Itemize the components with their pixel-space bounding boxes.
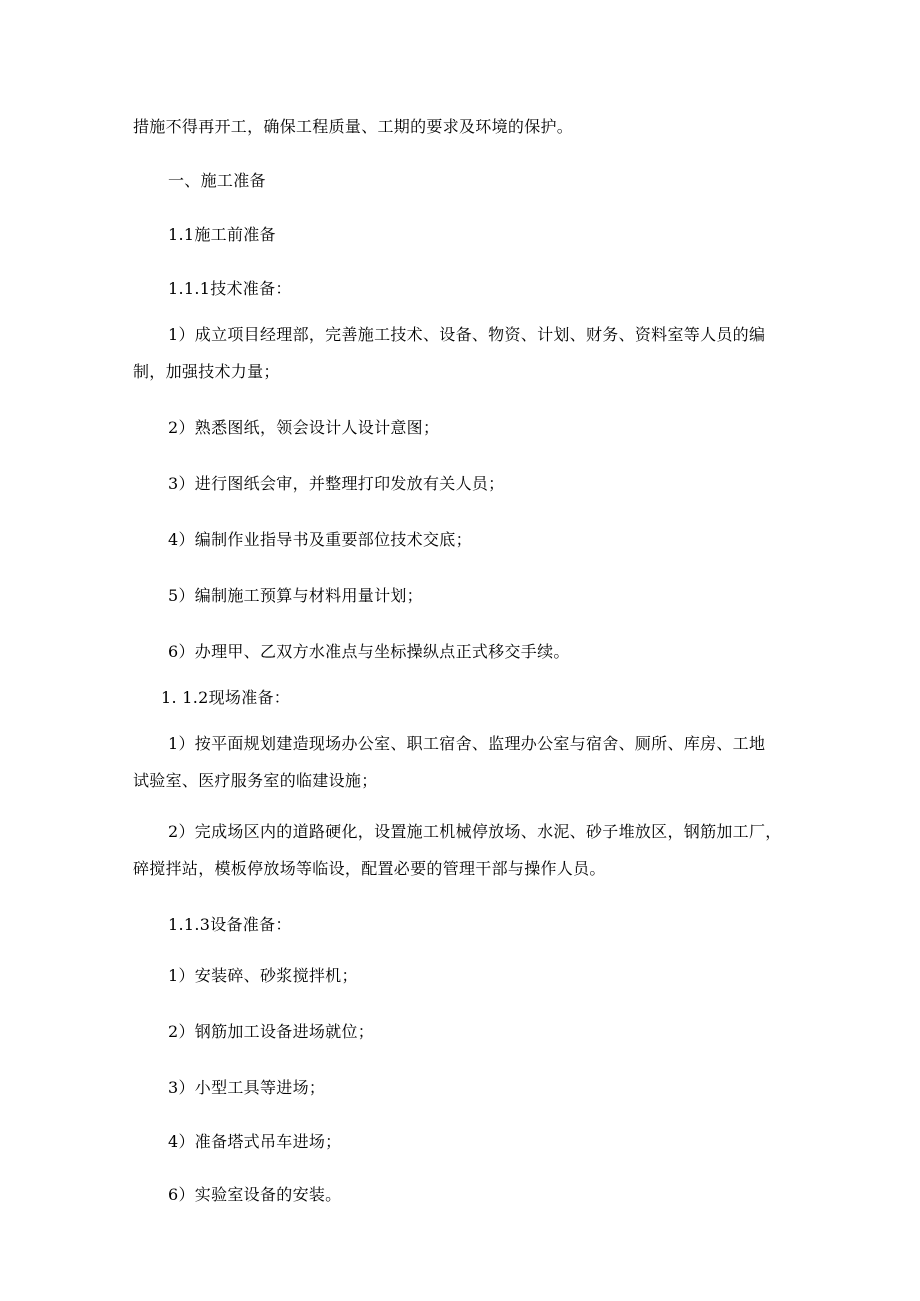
list-item-equipment-3: 3）小型工具等进场； (168, 1078, 326, 1097)
list-item-site-2: 2）完成场区内的道路硬化，设置施工机械停放场、水泥、砂子堆放区，钢筋加工厂， (168, 822, 782, 841)
list-item-site-2-continued: 碎搅拌站，模板停放场等临设，配置必要的管理干部与操作人员。 (133, 859, 606, 878)
list-item-tech-1: 1）成立项目经理部，完善施工技术、设备、物资、计划、财务、资料室等人员的编 (168, 325, 766, 344)
list-item-tech-5: 5）编制施工预算与材料用量计划； (168, 586, 423, 605)
list-item-equipment-2: 2）钢筋加工设备进场就位； (168, 1022, 375, 1041)
list-item-equipment-6: 6）实验室设备的安装。 (168, 1185, 342, 1204)
subsection-heading-1-1-1: 1.1.1技术准备： (168, 279, 292, 298)
list-item-site-1-continued: 试验室、医疗服务室的临建设施； (133, 771, 378, 790)
list-item-tech-6: 6）办理甲、乙双方水准点与坐标操纵点正式移交手续。 (168, 642, 570, 661)
list-item-tech-4: 4）编制作业指导书及重要部位技术交底； (168, 530, 472, 549)
list-item-tech-1-continued: 制，加强技术力量； (133, 362, 280, 381)
list-item-equipment-1: 1）安装碎、砂浆搅拌机； (168, 966, 358, 985)
list-item-site-1: 1）按平面规划建造现场办公室、职工宿舍、监理办公室与宿舍、厕所、库房、工地 (168, 734, 766, 753)
section-heading-1: 一、施工准备 (168, 171, 266, 190)
subsection-heading-1-1-2: 1. 1.2现场准备： (161, 688, 291, 707)
paragraph-continuation: 措施不得再开工，确保工程质量、工期的要求及环境的保护。 (133, 117, 574, 136)
list-item-equipment-4: 4）准备塔式吊车进场； (168, 1132, 342, 1151)
subsection-heading-1-1-3: 1.1.3设备准备： (168, 915, 292, 934)
list-item-tech-3: 3）进行图纸会审，并整理打印发放有关人员； (168, 474, 505, 493)
list-item-tech-2: 2）熟悉图纸，领会设计人设计意图； (168, 418, 440, 437)
subsection-heading-1-1: 1.1施工前准备 (168, 225, 276, 244)
